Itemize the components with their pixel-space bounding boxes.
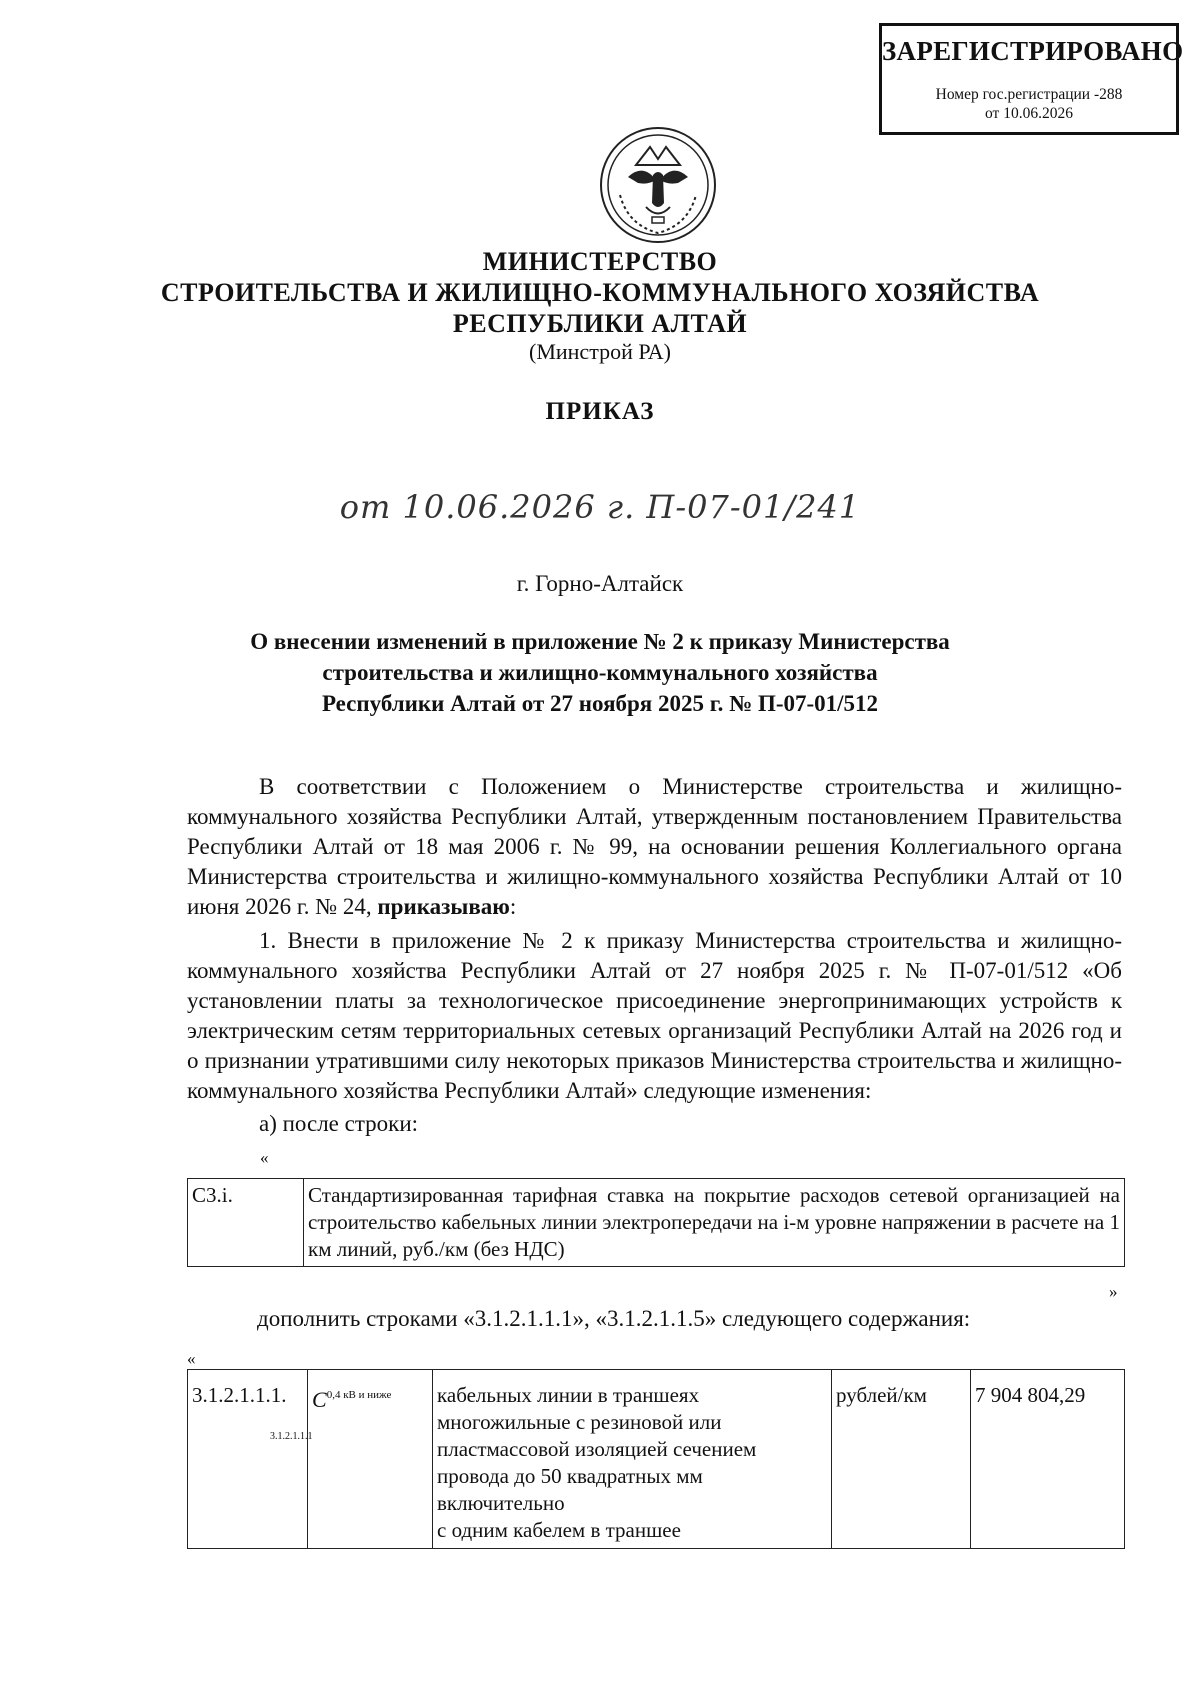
row-value: 7 904 804,29 [971, 1370, 1125, 1549]
row-code: С3.i. [188, 1179, 304, 1267]
stamp-reg-date: от 10.06.2026 [985, 105, 1073, 122]
new-rows-table [187, 1369, 1125, 1549]
item-1-paragraph: 1. Внести в приложение № 2 к приказу Министерства строительства и жилищно-коммунального хозяйства Республики Алтай от 27 ноября 2025 г. № П-07-01/512 «Об установлении платы за технологическое присоединение энергопринимающих устройств к электрическим сетям территориальных сетевых организаций Республики Алтай на 2026 год и о признании утратившими силу некоторых приказов Министерства строительства и жилищно-коммунального хозяйства Республики Алтай» следующие изменения: [187, 928, 1122, 1103]
subject-line-2: строительства и жилищно-коммунального хозяйства [322, 660, 878, 685]
description-line: включительно [437, 1491, 565, 1515]
preamble-colon: : [509, 894, 517, 919]
quote-open: « [260, 1148, 269, 1167]
description-line: пластмассовой изоляцией сечением [437, 1437, 757, 1461]
item-a: а) после строки: [259, 1111, 419, 1136]
symbol-letter: С [312, 1387, 327, 1412]
existing-row-table [187, 1178, 1125, 1267]
preamble-text: В соответствии с Положением о Министерстве строительства и жилищно-коммунального хозяйства Республики Алтай, утвержденным постановлением Правительства Республики Алтай от 18 мая 2006 г. № 99, на основании решения Коллегиального органа Министерства строительства и жилищно-коммунального хозяйства Республики Алтай от 10 июня 2026 г. № 24, [187, 774, 1122, 919]
subject-line-1: О внесении изменений в приложение № 2 к приказу Министерства [250, 629, 950, 654]
city: г. Горно-Алтайск [516, 571, 684, 596]
stamp-reg-number: Номер гос.регистрации -288 [935, 86, 1123, 103]
symbol-subscript: 3.1.2.1.1.1 [270, 1431, 313, 1442]
order-subject [0, 626, 1200, 719]
row-code: 3.1.2.1.1.1. [188, 1370, 308, 1549]
org-line-3: РЕСПУБЛИКИ АЛТАЙ [452, 309, 748, 338]
preamble-bold: приказываю [377, 894, 510, 919]
subject-line-3: Республики Алтай от 27 ноября 2025 г. № П-07-01/512 [321, 691, 879, 716]
table-row [188, 1179, 1125, 1267]
org-line-2: СТРОИТЕЛЬСТВА И ЖИЛИЩНО-КОММУНАЛЬНОГО ХОЗЯЙСТВА [160, 278, 1040, 307]
preamble-paragraph [187, 772, 1122, 922]
description-line: с одним кабелем в траншее [437, 1518, 681, 1542]
row-description [433, 1370, 832, 1549]
rate-symbol [270, 1370, 433, 1549]
handwritten-date-number: от 10.06.2026 г. П-07-01/241 [339, 488, 861, 526]
org-short-name: (Минстрой РА) [529, 339, 671, 364]
table-row [188, 1370, 1125, 1549]
description-line: многожильные с резиновой или [437, 1410, 722, 1434]
row-unit: рублей/км [832, 1370, 971, 1549]
add-rows-instruction: дополнить строками «3.1.2.1.1.1», «3.1.2.1.1.5» следующего содержания: [257, 1306, 971, 1331]
organization-name [0, 246, 1200, 339]
registration-stamp [879, 23, 1184, 135]
quote-open-2: « [187, 1349, 196, 1368]
quote-close: » [1109, 1282, 1118, 1301]
row-text: Стандартизированная тарифная ставка на покрытие расходов сетевой организацией на строительство кабельных линии электропередачи на i-м уровне напряжении в расчете на 1 км линий, руб./км (без НДС) [304, 1179, 1125, 1267]
org-line-1: МИНИСТЕРСТВО [482, 247, 718, 276]
symbol-superscript: 0,4 кВ и ниже [326, 1389, 392, 1401]
document-type: ПРИКАЗ [545, 398, 655, 425]
coat-of-arms-emblem [598, 125, 718, 245]
description-line: провода до 50 квадратных мм [437, 1464, 703, 1488]
description-line: кабельных линии в траншеях [437, 1383, 700, 1407]
stamp-title: ЗАРЕГИСТРИРОВАНО [882, 36, 1184, 66]
